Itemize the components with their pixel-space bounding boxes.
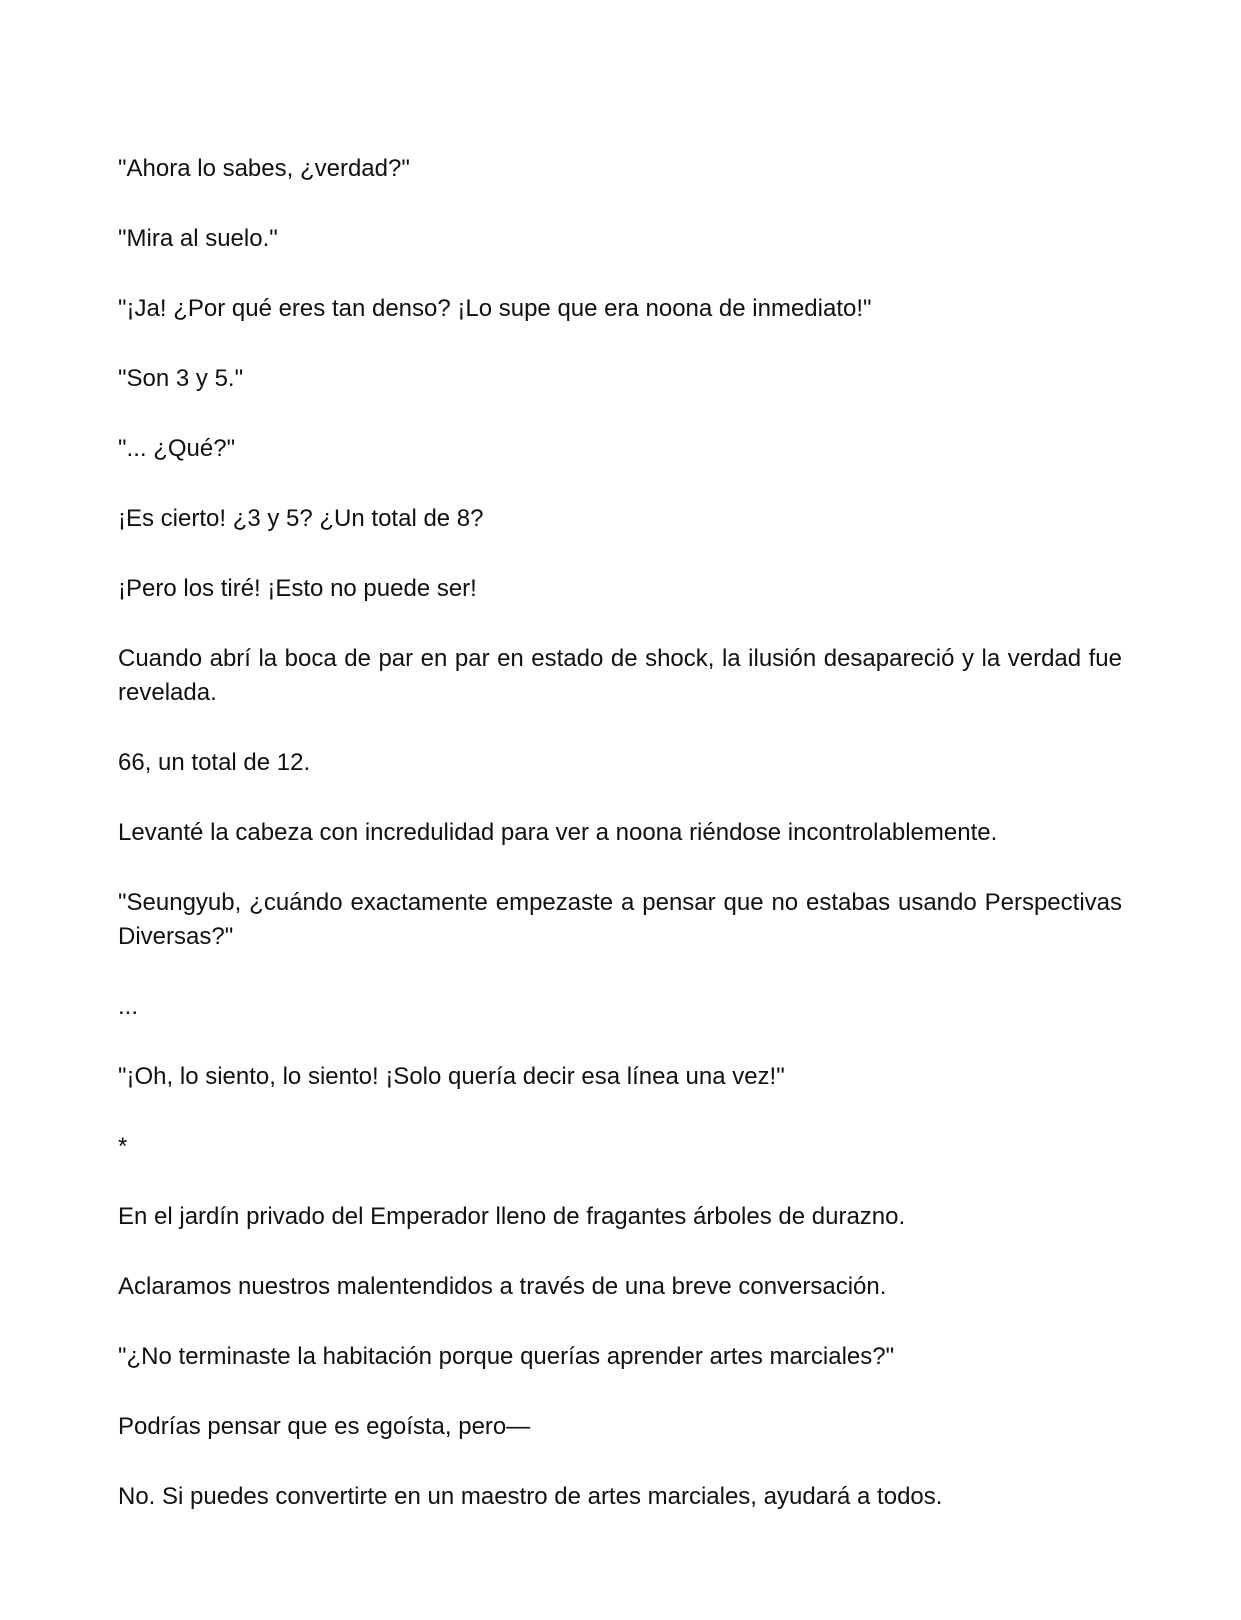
paragraph-7: ¡Pero los tiré! ¡Esto no puede ser! (118, 575, 477, 602)
paragraph-16: Aclaramos nuestros malentendidos a través de una breve conversación. (118, 1273, 887, 1300)
scene-break: * (118, 1133, 128, 1160)
paragraph-17: "¿No terminaste la habitación porque querías aprender artes marciales?" (118, 1343, 895, 1370)
paragraph-13: "¡Oh, lo siento, lo siento! ¡Solo quería decir esa línea una vez!" (118, 1063, 785, 1090)
paragraph-6: ¡Es cierto! ¿3 y 5? ¿Un total de 8? (118, 505, 484, 532)
paragraph-2: "Mira al suelo." (118, 225, 278, 252)
paragraph-15: En el jardín privado del Emperador lleno de fragantes árboles de durazno. (118, 1203, 906, 1230)
paragraph-9: 66, un total de 12. (118, 749, 311, 776)
paragraph-11: "Seungyub, ¿cuándo exactamente empezaste a pensar que no estabas usando Perspectivas Diversas?" (118, 889, 1122, 950)
document-body (118, 152, 1122, 1514)
paragraph-1: "Ahora lo sabes, ¿verdad?" (118, 155, 410, 182)
paragraph-5: "... ¿Qué?" (118, 435, 236, 462)
paragraph-10: Levanté la cabeza con incredulidad para ver a noona riéndose incontrolablemente. (118, 819, 998, 846)
paragraph-18: Podrías pensar que es egoísta, pero— (118, 1413, 531, 1440)
paragraph-4: "Son 3 y 5." (118, 365, 244, 392)
paragraph-8: Cuando abrí la boca de par en par en estado de shock, la ilusión desapareció y la verdad fue revelada. (118, 645, 1122, 706)
paragraph-12: ... (118, 993, 139, 1020)
paragraph-3: "¡Ja! ¿Por qué eres tan denso? ¡Lo supe que era noona de inmediato!" (118, 295, 872, 322)
paragraph-19: No. Si puedes convertirte en un maestro de artes marciales, ayudará a todos. (118, 1483, 943, 1510)
